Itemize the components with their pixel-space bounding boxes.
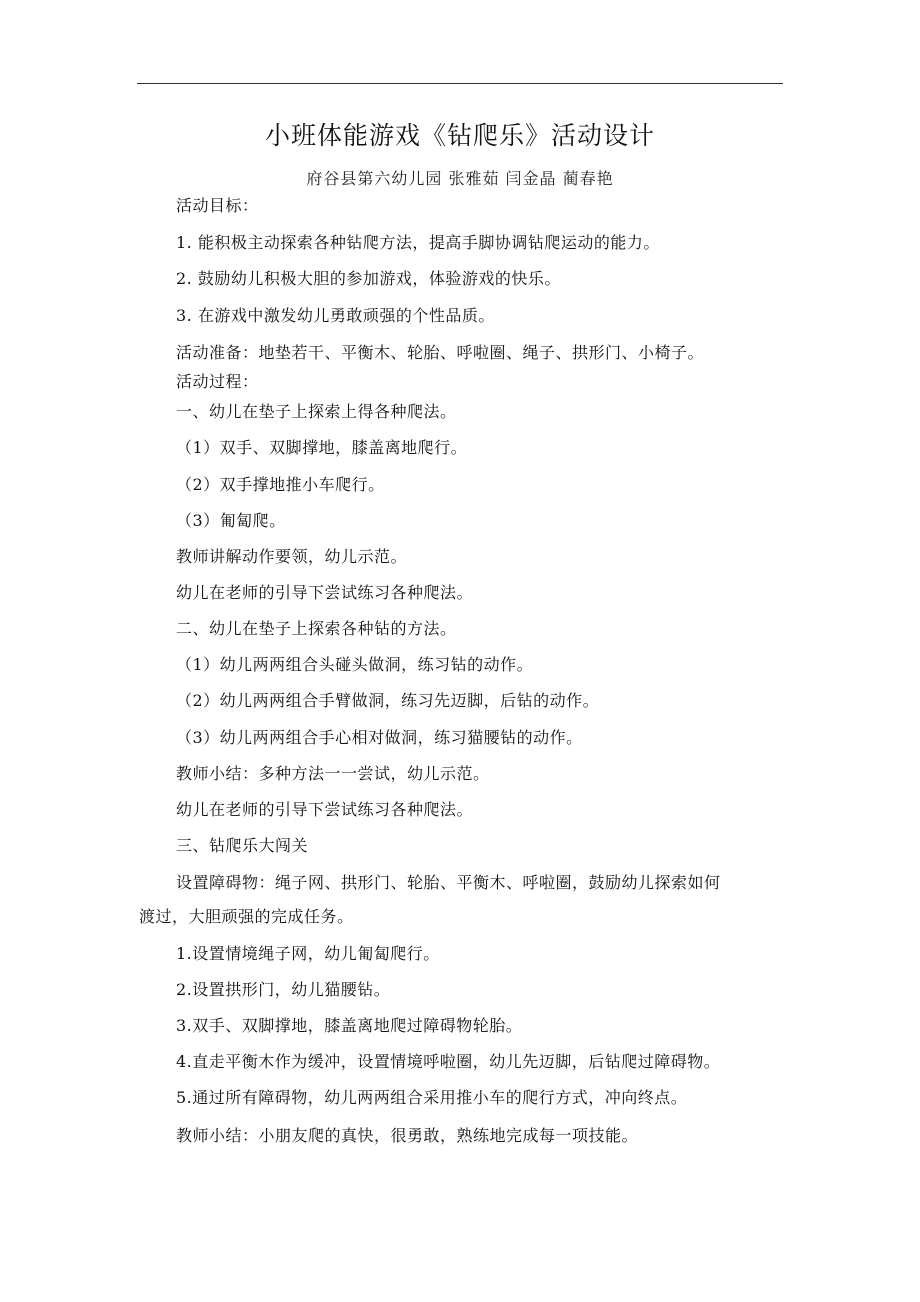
text-line: 一、幼儿在垫子上探索上得各种爬法。: [176, 402, 457, 421]
text-line: 教师讲解动作要领，幼儿示范。: [176, 547, 408, 566]
text-line: 三、钻爬乐大闯关: [176, 836, 309, 855]
text-line: 2.设置拱形门，幼儿猫腰钻。: [176, 980, 391, 999]
text-line: 二、幼儿在垫子上探索各种钻的方法。: [176, 619, 457, 638]
text-line: 2. 鼓励幼儿积极大胆的参加游戏，体验游戏的快乐。: [176, 269, 561, 288]
text-line: （3）匍匐爬。: [176, 511, 286, 530]
text-line: 活动过程：: [176, 372, 259, 391]
text-line: （1）双手、双脚撑地，膝盖离地爬行。: [176, 438, 468, 457]
text-line: 活动目标：: [176, 196, 259, 215]
text-line: （1）幼儿两两组合头碰头做洞，练习钻的动作。: [176, 655, 534, 674]
text-line: 1. 能积极主动探索各种钻爬方法，提高手脚协调钻爬运动的能力。: [176, 233, 660, 252]
text-line: 活动准备：地垫若干、平衡木、轮胎、呼啦圈、绳子、拱形门、小椅子。: [176, 343, 705, 362]
header-rule: [137, 83, 783, 84]
text-line: 设置障碍物：绳子网、拱形门、轮胎、平衡木、呼啦圈，鼓励幼儿探索如何: [176, 873, 721, 892]
text-line: 幼儿在老师的引导下尝试练习各种爬法。: [176, 800, 474, 819]
text-line: 3. 在游戏中激发幼儿勇敢顽强的个性品质。: [176, 306, 495, 325]
text-line: （2）双手撑地推小车爬行。: [176, 475, 385, 494]
text-line: 5.通过所有障碍物，幼儿两两组合采用推小车的爬行方式，冲向终点。: [176, 1088, 688, 1107]
document-title: 小班体能游戏《钻爬乐》活动设计: [264, 121, 655, 150]
text-line: 渡过，大胆顽强的完成任务。: [139, 907, 354, 926]
text-line: 幼儿在老师的引导下尝试练习各种爬法。: [176, 583, 474, 602]
text-line: （3）幼儿两两组合手心相对做洞，练习猫腰钻的动作。: [176, 728, 583, 747]
text-line: 教师小结：多种方法一一尝试，幼儿示范。: [176, 764, 490, 783]
text-line: 教师小结：小朋友爬的真快，很勇敢，熟练地完成每一项技能。: [176, 1126, 639, 1145]
document-authors: 府谷县第六幼儿园 张雅茹 闫金晶 蔺春艳: [306, 169, 614, 188]
text-line: 3.双手、双脚撑地，膝盖离地爬过障碍物轮胎。: [176, 1016, 523, 1035]
text-line: （2）幼儿两两组合手臂做洞，练习先迈脚，后钻的动作。: [176, 691, 600, 710]
text-line: 1.设置情境绳子网，幼儿匍匐爬行。: [176, 944, 440, 963]
text-line: 4.直走平衡木作为缓冲，设置情境呼啦圈，幼儿先迈脚，后钻爬过障碍物。: [176, 1052, 721, 1071]
